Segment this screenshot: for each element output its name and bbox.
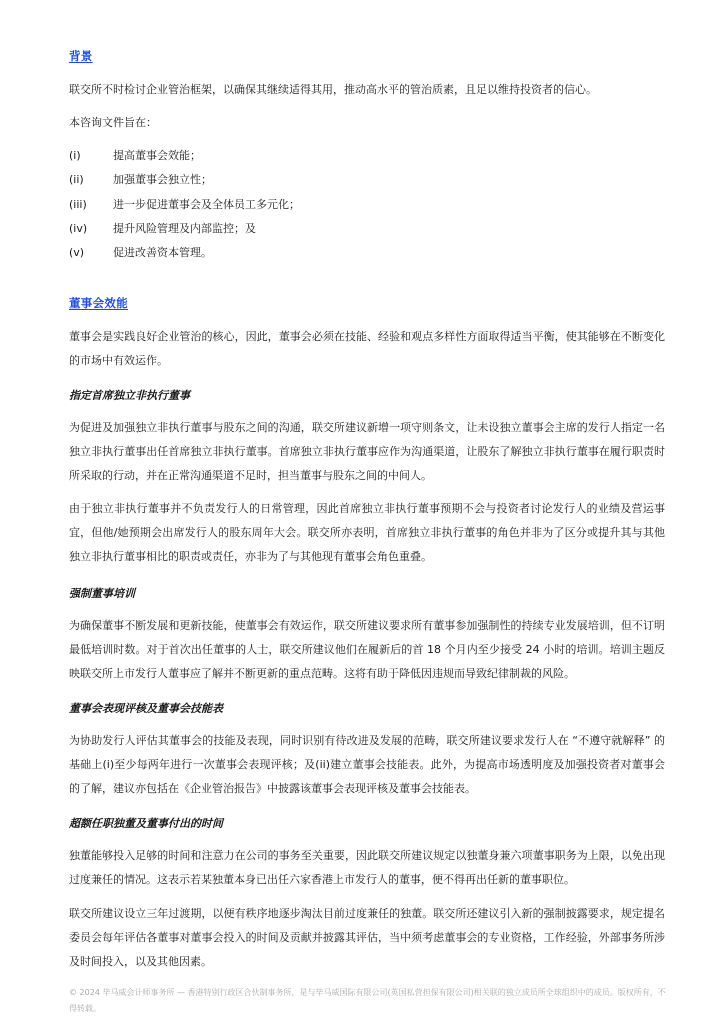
list-item-number: (iii) [69, 198, 87, 211]
heading-board-effectiveness: 董事会效能 [69, 296, 128, 310]
list-item-text: 促进改善资本管理。 [113, 246, 212, 259]
heading-background: 背景 [69, 49, 93, 63]
lead-ined-paragraph-1: 为促进及加强独立非执行董事与股东之间的沟通，联交所建议新增一项守则条文，让未设独立董事会主席的发行人指定一名独立非执行董事出任首席独立非执行董事。首席独立非执行董事应作为沟通渠道，让股东了解独立非执行董事在履行职责时所采取的行动，并在正常沟通渠道不足时，担当董事与股东之间的中间人。 [69, 421, 665, 482]
overboarding-paragraph-1: 独董能够投入足够的时间和注意力在公司的事务至关重要，因此联交所建议规定以独董身兼六项董事职务为上限，以免出现过度兼任的情况。这表示若某独董本身已出任六家香港上市发行人的董事，便不得再出任新的董事职位。 [69, 849, 665, 886]
list-item-text: 提高董事会效能； [113, 149, 201, 162]
list-item-5 [69, 245, 665, 261]
list-item-4 [69, 221, 665, 237]
evaluation-paragraph: 为协助发行人评估其董事会的技能及表现，同时识别有待改进及发展的范畴，联交所建议要求发行人在 “不遵守就解释” 的基础上(i)至少每两年进行一次董事会表现评核；及(ii)建立董事会技能表。此外，为提高市场透明度及加强投资者对董事会的了解，建议亦包括在《企业管治报告》中披露该董事会表现评核及董事会技能表。 [69, 734, 665, 795]
overboarding-paragraph-2: 联交所建议设立三年过渡期，以便有秩序地逐步淘汰目前过度兼任的独董。联交所还建议引入新的强制披露要求，规定提名委员会每年评估各董事对董事会投入的时间及贡献并披露其评估，当中须考虑董事会的专业资格，工作经验，外部事务所涉及时间投入，以及其他因素。 [69, 907, 665, 968]
board-effectiveness-intro: 董事会是实践良好企业管治的核心，因此，董事会必须在技能、经验和观点多样性方面取得适当平衡，使其能够在不断变化的市场中有效运作。 [69, 330, 665, 367]
footer-copyright: © 2024 毕马威会计师事务所 — 香港特别行政区合伙制事务所，是与毕马威国际有限公司(英国私营担保有限公司)相关联的独立成员所全球组织中的成员。版权所有，不得转载。 [69, 988, 666, 1013]
list-item-2 [69, 172, 665, 188]
heading-lead-ined: 指定首席独立非执行董事 [69, 389, 190, 402]
training-paragraph: 为确保董事不断发展和更新技能，使董事会有效运作，联交所建议要求所有董事参加强制性的持续专业发展培训，但不订明最低培训时数。对于首次出任董事的人士，联交所建议他们在履新后的首 18 个月内至少接受 24 小时的培训。培训主题反映联交所上市发行人董事应了解并不断更新的重点范畴。这将有助于降低因违规而导致纪律制裁的风险。 [69, 619, 665, 680]
list-item-1 [69, 148, 665, 164]
background-paragraph-1: 联交所不时检讨企业管治框架，以确保其继续适得其用，推动高水平的管治质素，且足以维持投资者的信心。 [69, 83, 597, 96]
list-item-text: 加强董事会独立性； [113, 173, 212, 186]
heading-training: 强制董事培训 [69, 587, 135, 600]
list-item-number: (iv) [69, 222, 88, 235]
background-paragraph-2: 本咨询文件旨在： [69, 116, 157, 129]
list-item-number: (i) [69, 149, 81, 162]
list-item-number: (v) [69, 246, 85, 259]
list-item-text: 进一步促进董事会及全体员工多元化； [113, 198, 300, 211]
list-item-text: 提升风险管理及内部监控；及 [113, 222, 256, 235]
list-item-number: (ii) [69, 173, 84, 186]
list-item-3 [69, 197, 665, 213]
heading-overboarding: 超额任职独董及董事付出的时间 [69, 817, 223, 830]
heading-evaluation: 董事会表现评核及董事会技能表 [69, 702, 223, 715]
lead-ined-paragraph-2: 由于独立非执行董事并不负责发行人的日常管理，因此首席独立非执行董事预期不会与投资者讨论发行人的业绩及营运事宜，但他/她预期会出席发行人的股东周年大会。联交所亦表明，首席独立非执行董事的角色并非为了区分或提升其与其他独立非执行董事相比的职责或责任，亦非为了与其他现有董事会角色重叠。 [69, 502, 665, 563]
